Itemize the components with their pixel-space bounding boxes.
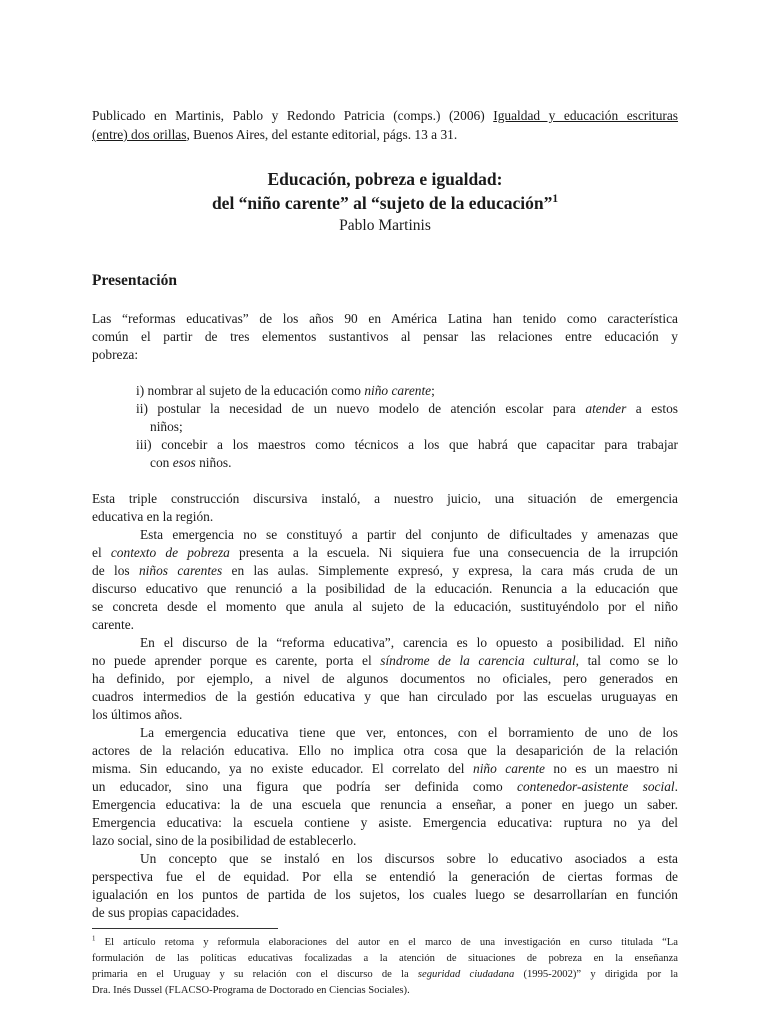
title-line-1: Educación, pobreza e igualdad: (267, 169, 503, 189)
footnote-line: primaria en el Uruguay y su relación con el discurso de la seguridad ciudadana (1995-2002)” y dirigida por la (92, 969, 679, 980)
body-line: Esta triple construcción discursiva instaló, a nuestro juicio, una situación de emergencia (92, 491, 678, 506)
body-line: lazo social, sino de la posibilidad de establecerlo. (92, 833, 357, 848)
list-item-i: i) nombrar al sujeto de la educación como niño carente; (136, 383, 435, 398)
body-line: Un concepto que se instaló en los discursos sobre lo educativo asociados a esta (140, 851, 678, 866)
intro-line: Las “reformas educativas” de los años 90 en América Latina han tenido como característica (92, 311, 678, 326)
list-item-ii: ii) postular la necesidad de un nuevo modelo de atención escolar para atender a estos (136, 401, 679, 416)
publication-line-2: (entre) dos orillas, Buenos Aires, del estante editorial, págs. 13 a 31. (92, 127, 458, 142)
body-line: el contexto de pobreza presenta a la escuela. Ni siquiera fue una consecuencia de la irrupción (92, 545, 679, 560)
title-line-2: del “niño carente” al “sujeto de la educación”$^1$ (211, 193, 559, 213)
body-line: no puede aprender porque es carente, porta el síndrome de la carencia cultural, tal como se lo (92, 653, 678, 668)
body-line: En el discurso de la “reforma educativa”, carencia es lo opuesto a posibilidad. El niño (140, 635, 678, 650)
book-title-link: Igualdad y educación escrituras (493, 108, 679, 123)
body-line: de sus propias capacidades. (92, 905, 240, 920)
body-line: Emergencia educativa: la escuela contiene y asiste. Emergencia educativa: ruptura no ya del (92, 815, 678, 830)
footnote-mark: 1 (92, 935, 96, 943)
body-line: carente. (92, 617, 134, 632)
body-line: ha definido, por ejemplo, a nivel de algunos documentos no oficiales, pero generados en (92, 671, 678, 686)
footnote-line: $^1$ El artículo retoma y reformula elaboraciones del autor en el marco de una investigación en curso titulada “La (92, 935, 678, 948)
list-item-iii-cont: con esos niños. (150, 455, 232, 470)
author-name: Pablo Martinis (339, 217, 431, 234)
body-line: de los niños carentes en las aulas. Simplemente expresó, y expresa, la cara más cruda de un (92, 563, 678, 578)
book-title-link-cont: (entre) dos orillas (92, 127, 187, 142)
footnote-line: formulación de las políticas educativas focalizadas a la atención de situaciones de pobreza en la enseñanza (92, 953, 678, 964)
section-heading: Presentación (92, 272, 177, 289)
title-footnote-mark: 1 (552, 193, 559, 206)
body-line: Emergencia educativa: la de una escuela que renuncia a enseñar, a poner en juego un saber. (92, 797, 678, 812)
body-line: perspectiva fue el de equidad. Por ella se entendió la generación de ciertas formas de (92, 869, 678, 884)
body-line: discurso educativo que renunció a la posibilidad de la educación. Renuncia a la educación que (92, 581, 678, 596)
body-line: Esta emergencia no se constituyó a partir del conjunto de dificultades y amenazas que (140, 527, 678, 542)
intro-line: pobreza: (92, 347, 139, 362)
body-line: misma. Sin educando, ya no existe educador. El correlato del niño carente no es un maestro ni (92, 761, 678, 776)
body-line: un educador, sino una figura que podría ser definida como contenedor-asistente social. (92, 779, 678, 794)
list-item-iii: iii) concebir a los maestros como técnicos a los que habrá que capacitar para trabajar (136, 437, 678, 452)
intro-line: común el partir de tres elementos sustantivos al pensar las relaciones entre educación y (92, 329, 678, 344)
footnote-line: Dra. Inés Dussel (FLACSO-Programa de Doctorado en Ciencias Sociales). (92, 985, 410, 996)
footnote-separator (92, 928, 278, 929)
list-item-ii-cont: niños; (150, 419, 183, 434)
body-line: se concreta desde el momento que anula al sujeto de la educación, sustituyéndolo por el niño (92, 599, 678, 614)
publication-line-1: Publicado en Martinis, Pablo y Redondo Patricia (comps.) (2006) Igualdad y educación escrituras (92, 108, 679, 123)
body-line: los últimos años. (92, 707, 183, 722)
body-line: educativa en la región. (92, 509, 214, 524)
body-line: cuadros intermedios de la gestión educativa y que han circulado por las escuelas uruguayas en (92, 689, 678, 704)
body-line: actores de la relación educativa. Ello no implica otra cosa que la desaparición de la relación (92, 743, 678, 758)
body-line: La emergencia educativa tiene que ver, entonces, con el borramiento de uno de los (140, 725, 678, 740)
body-line: igualación en los puntos de partida de los sujetos, los cuales luego se desarrollarían en función (92, 887, 678, 902)
